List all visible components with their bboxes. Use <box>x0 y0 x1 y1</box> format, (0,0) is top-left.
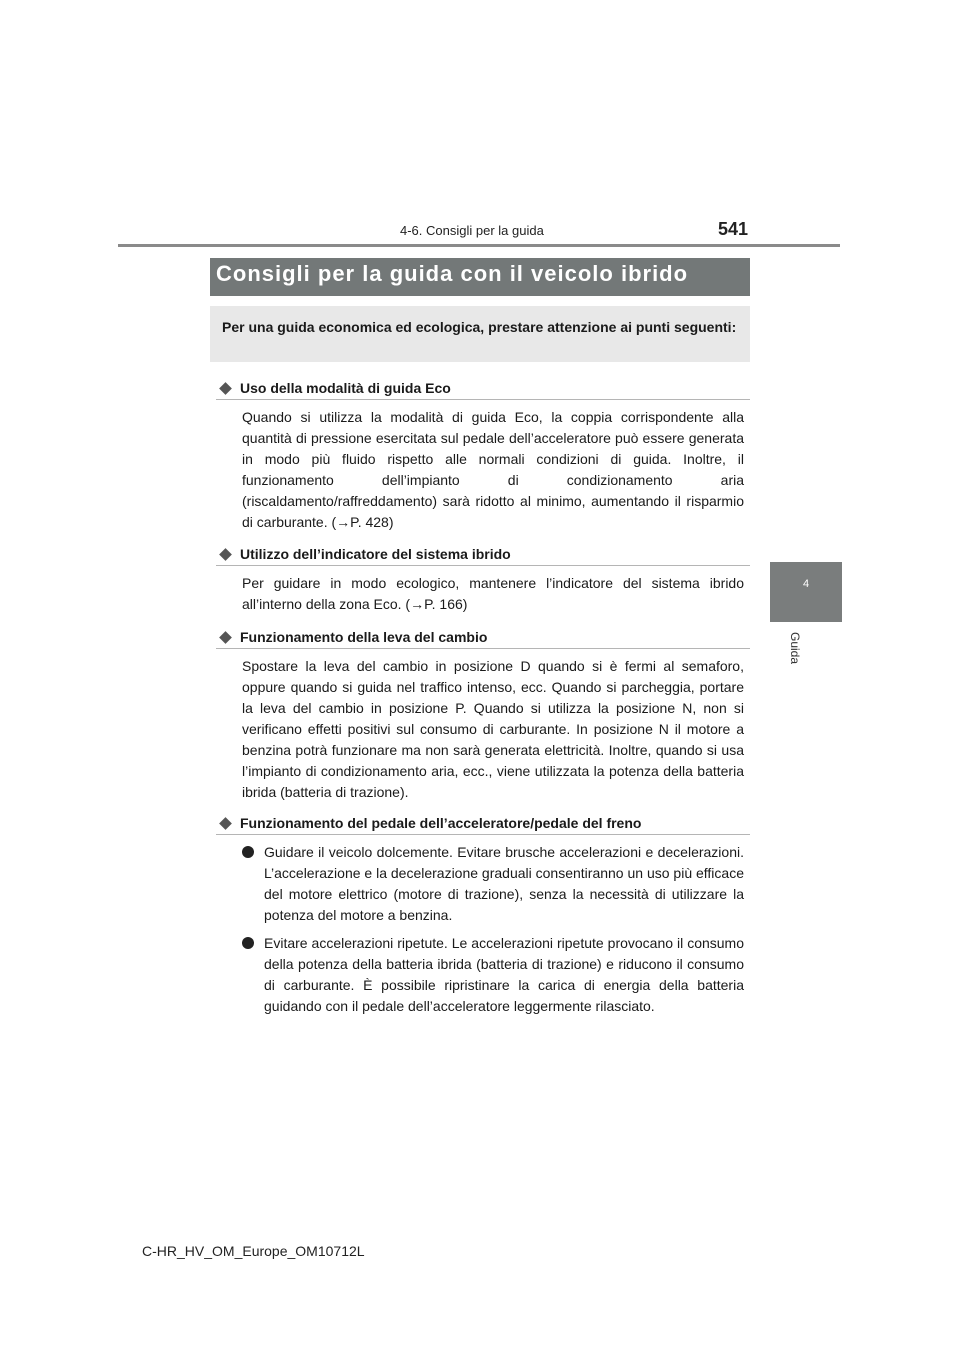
round-bullet-icon <box>242 846 254 858</box>
list-item <box>242 842 744 926</box>
section-shift-lever <box>216 629 750 803</box>
section-heading-text: Funzionamento della leva del cambio <box>240 629 488 645</box>
page-title: Consigli per la guida con il veicolo ibrido <box>216 261 689 286</box>
section-heading-text: Funzionamento del pedale dell’acceleratore/pedale del freno <box>240 815 642 831</box>
section-body: Per guidare in modo ecologico, mantenere l’indicatore del sistema ibrido all’interno della zona Eco. (→P. 166) <box>242 575 744 612</box>
section-hybrid-indicator <box>216 546 750 615</box>
chapter-tab-number: 4 <box>802 578 810 590</box>
chapter-tab-label: Guida <box>788 632 802 665</box>
page-number: 541 <box>718 219 749 239</box>
page-title-bar <box>210 258 750 296</box>
diamond-bullet-icon <box>219 382 232 395</box>
section-heading <box>216 546 750 566</box>
running-header-section: 4-6. Consigli per la guida <box>400 223 544 238</box>
intro-box <box>210 306 750 362</box>
section-pedals <box>216 815 750 1017</box>
document-code: C-HR_HV_OM_Europe_OM10712L <box>142 1243 365 1259</box>
diamond-bullet-icon <box>219 631 232 644</box>
section-heading-text: Utilizzo dell’indicatore del sistema ibrido <box>240 546 511 562</box>
list-item-text: Evitare accelerazioni ripetute. Le accelerazioni ripetute provocano il consumo della potenza della batteria ibrida (batteria di trazione) e riducono il consumo di carburante. È possibile ripristinare la carica di energia della batteria guidando con il pedale dell’acceleratore leggermente rilasciato. <box>264 935 744 1014</box>
header-divider <box>118 244 840 247</box>
section-heading <box>216 815 750 835</box>
chapter-tab <box>770 562 842 622</box>
round-bullet-icon <box>242 937 254 949</box>
diamond-bullet-icon <box>219 817 232 830</box>
section-heading-text: Uso della modalità di guida Eco <box>240 380 451 396</box>
intro-text: Per una guida economica ed ecologica, prestare attenzione ai punti seguenti: <box>222 319 737 335</box>
section-eco-mode <box>216 380 750 533</box>
list-item <box>242 933 744 1017</box>
section-heading <box>216 629 750 649</box>
diamond-bullet-icon <box>219 548 232 561</box>
list-item-text: Guidare il veicolo dolcemente. Evitare brusche accelerazioni e decelerazioni. L’accelerazione e la decelerazione graduali consentiranno un uso più efficace del motore elettrico (motore di trazione), senza la necessità di utilizzare la potenza del motore a benzina. <box>264 844 744 923</box>
section-body: Spostare la leva del cambio in posizione D quando si è fermi al semaforo, oppure quando si guida nel traffico intenso, ecc. Quando si parcheggia, portare la leva del cambio in posizione P. Quando si utilizza la posizione N, non si verificano effetti positivi sul consumo di carburante. In posizione N il motore a benzina potrà funzionare ma non sarà generata elettricità. Inoltre, quando si usa l’impianto di condizionamento aria, ecc., viene utilizzata la potenza della batteria ibrida (batteria di trazione). <box>242 658 744 800</box>
section-body: Quando si utilizza la modalità di guida Eco, la coppia corrispondente alla quantità di pressione esercitata sul pedale dell’acceleratore può essere generata in modo più fluido rispetto alle normali condizioni di guida. Inoltre, il funzionamento dell’impianto di condizionamento aria (riscaldamento/raffreddamento) sarà ridotto al minimo, aumentando il risparmio di carburante. (→P. 428) <box>242 409 744 530</box>
section-heading <box>216 380 750 400</box>
